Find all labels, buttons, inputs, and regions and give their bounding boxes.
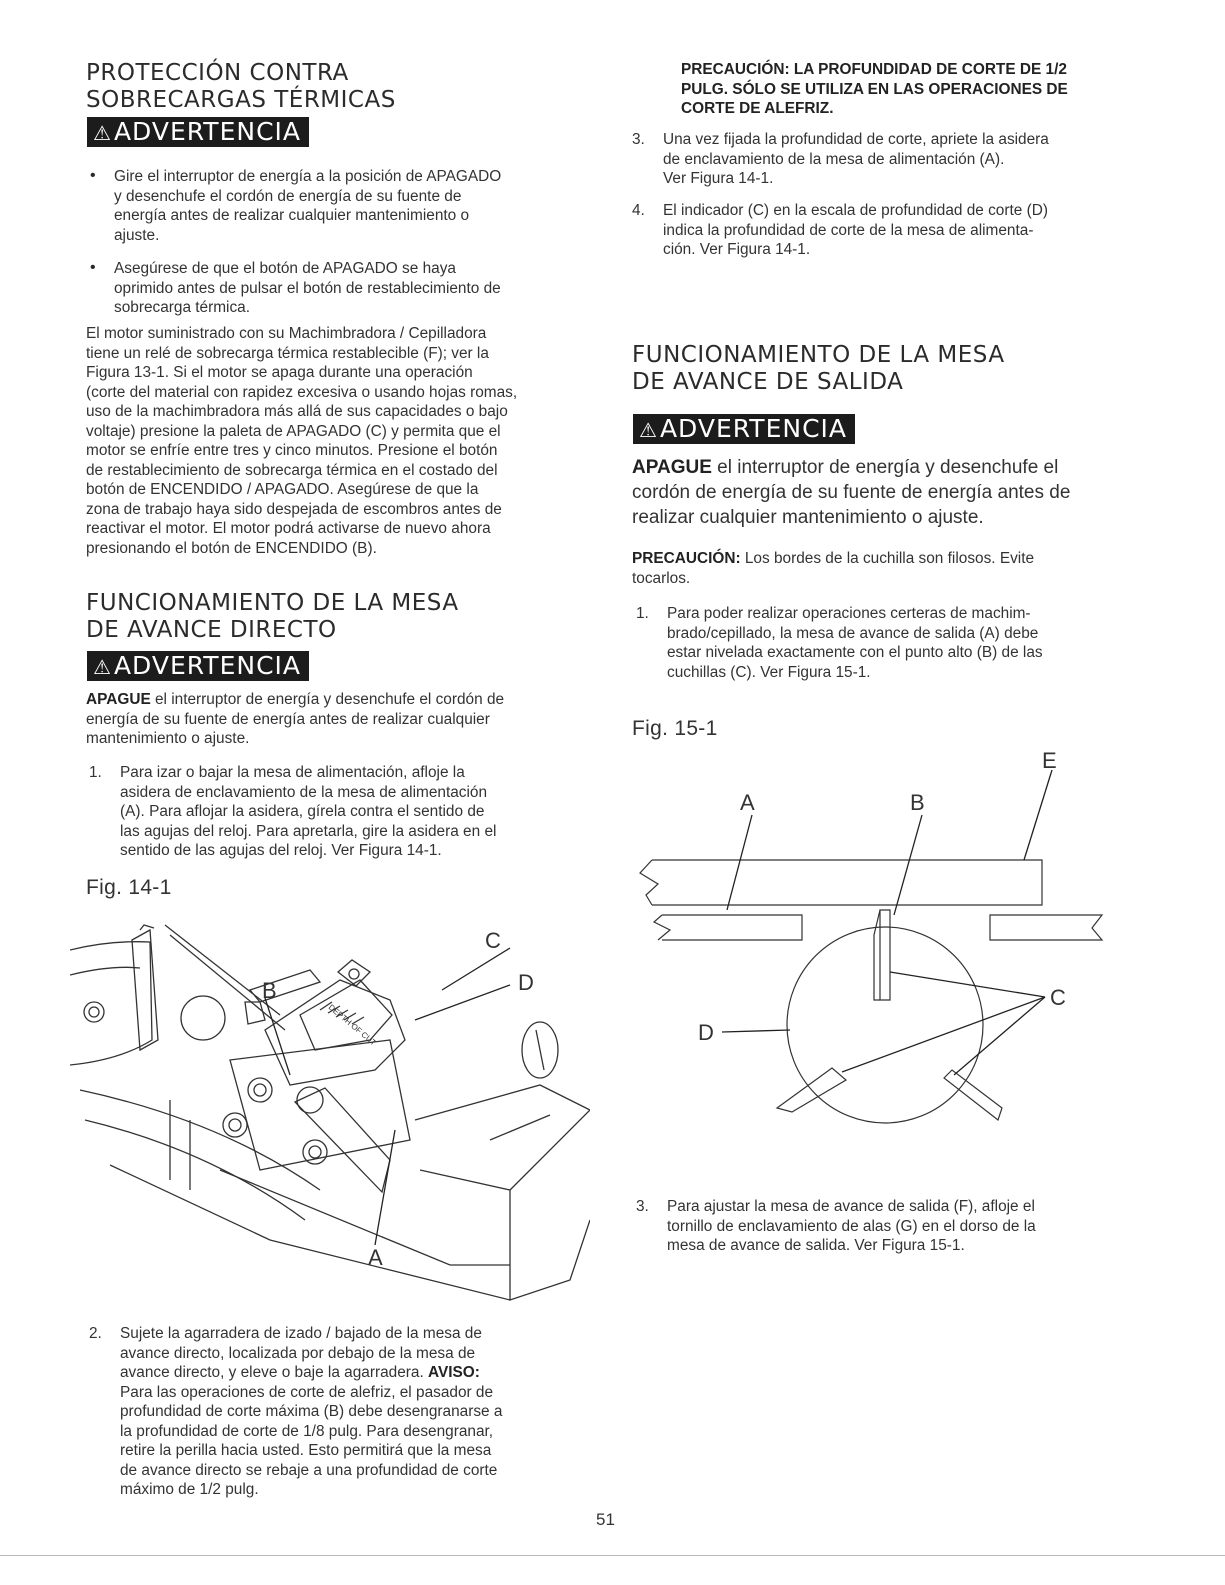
plate-hole xyxy=(223,1113,247,1137)
figure-label-e: E xyxy=(1042,750,1057,773)
warning-banner xyxy=(87,117,309,147)
thermal-body-paragraph xyxy=(86,324,568,558)
item-number: 2. xyxy=(89,1325,102,1342)
base xyxy=(110,1100,510,1300)
section-title-line: FUNCIONAMIENTO DE LA MESA xyxy=(86,590,459,616)
figure-14-1 xyxy=(70,920,590,1305)
section-title-line: DE AVANCE DE SALIDA xyxy=(632,369,904,395)
warning-banner xyxy=(633,414,855,444)
bullet-line: Gire el interruptor de energía a la posición de APAGADO xyxy=(114,168,502,185)
numbered-item xyxy=(636,1197,1151,1256)
blade-caution xyxy=(632,549,1120,588)
item-line: Ver Figura 14-1. xyxy=(663,170,774,187)
item-number: 1. xyxy=(636,605,649,622)
fence-post xyxy=(132,930,158,1050)
leader-line-b xyxy=(265,998,290,1075)
outfeed-table xyxy=(990,915,1102,940)
figure-label-a: A xyxy=(740,790,755,815)
item-number: 3. xyxy=(632,131,645,148)
item-line: indica la profundidad de corte de la mesa de alimenta- xyxy=(663,221,1034,239)
caution-line: CORTE DE ALEFRIZ. xyxy=(681,100,834,117)
numbered-item xyxy=(89,1324,599,1500)
body-line: El motor suministrado con su Machimbradora / Cepilladora xyxy=(86,325,487,342)
knife-top xyxy=(874,910,880,1000)
figure-label-c: C xyxy=(1050,985,1066,1010)
caution-line: tocarlos. xyxy=(632,569,691,587)
item-line: tornillo de enclavamiento de alas (G) en el dorso de la xyxy=(667,1217,1036,1235)
infeed-table xyxy=(662,915,802,940)
leader-line-a xyxy=(727,815,752,910)
caution-line: PULG. SÓLO SE UTILIZA EN LAS OPERACIONES DE xyxy=(681,80,1068,98)
figure-label: Fig. 14-1 xyxy=(86,876,172,899)
knife-bottom-right xyxy=(944,1070,1002,1120)
dial-text: DEPTH OF CUT xyxy=(326,1002,378,1048)
item-line: las agujas del reloj. Para apretarla, gire la asidera en el xyxy=(120,822,497,840)
warning-bold: APAGUE xyxy=(86,691,151,708)
plate-hole xyxy=(248,1078,272,1102)
warning-label: ADVERTENCIA xyxy=(113,651,301,680)
caution-bold: PRECAUCIÓN: xyxy=(632,550,741,567)
warning-line: mantenimiento o ajuste. xyxy=(86,730,250,747)
plate-hole xyxy=(254,1084,266,1096)
leader-line-c xyxy=(890,972,1045,997)
section-outfeed-table xyxy=(632,342,1005,396)
item-line: Para poder realizar operaciones certeras de machim- xyxy=(667,605,1031,622)
figure-label-d: D xyxy=(518,970,534,995)
item-line: retire la perilla hacia usted. Esto permitirá que la mesa xyxy=(120,1442,492,1459)
item-line: cuchillas (C). Ver Figura 15-1. xyxy=(667,663,871,681)
base xyxy=(415,1085,590,1190)
body-line: presionando el botón de ENCENDIDO (B). xyxy=(86,539,377,557)
warning-triangle-icon: ⚠ xyxy=(639,418,658,442)
body-line: Figura 13-1. Si el motor se apaga durante una operación xyxy=(86,364,473,381)
bullet-dot-icon: • xyxy=(90,259,96,276)
item-number: 4. xyxy=(632,202,645,219)
leader-line-c xyxy=(842,997,1045,1072)
numbered-item xyxy=(89,763,599,861)
section-title-line: PROTECCIÓN CONTRA xyxy=(86,60,349,86)
infeed-break xyxy=(654,915,670,940)
item-line: estar nivelada exactamente con el punto alto (B) de las xyxy=(667,644,1043,661)
adjust-plate xyxy=(230,1040,410,1170)
base xyxy=(490,1115,550,1140)
body-line: reactivar el motor. El motor podrá activarse de nuevo ahora xyxy=(86,520,491,537)
item-line xyxy=(120,1363,599,1383)
notice-bold: AVISO: xyxy=(428,1364,480,1381)
item-line: ción. Ver Figura 14-1. xyxy=(663,241,811,258)
warning-label: ADVERTENCIA xyxy=(113,117,301,146)
pointer-screw xyxy=(349,969,359,979)
item-line: Para izar o bajar la mesa de alimentación, afloje la xyxy=(120,764,465,781)
table-edge xyxy=(80,1090,320,1190)
workpiece xyxy=(652,860,1042,905)
plate-hole xyxy=(229,1119,241,1131)
warning-triangle-icon: ⚠ xyxy=(93,655,112,679)
bullet-line: Asegúrese de que el botón de APAGADO se haya xyxy=(114,260,456,277)
item-line: asidera de enclavamiento de la mesa de alimentación xyxy=(120,783,488,801)
pointer-block xyxy=(338,960,370,986)
bullet-item xyxy=(86,167,568,245)
leader-line-c xyxy=(442,948,510,990)
body-line: motor se enfríe entre tres y cinco minutos. Presione el botón xyxy=(86,442,498,459)
warning-bold: APAGUE xyxy=(632,457,712,478)
warning-line: realizar cualquier mantenimiento o ajuste. xyxy=(632,507,984,528)
bullet-line: ajuste. xyxy=(114,226,160,244)
screw xyxy=(84,1002,104,1022)
item-line: sentido de las agujas del reloj. Ver Figura 14-1. xyxy=(120,842,442,859)
warning-label: ADVERTENCIA xyxy=(659,414,847,443)
warning-line xyxy=(86,690,568,710)
item-line: máximo de 1/2 pulg. xyxy=(120,1481,259,1498)
leader-line-c xyxy=(954,997,1045,1075)
body-line: de restablecimiento de sobrecarga térmica en el costado del xyxy=(86,461,498,479)
item-number: 1. xyxy=(89,764,102,781)
item-line: El indicador (C) en la escala de profundidad de corte (D) xyxy=(663,202,1048,219)
plate-hole xyxy=(303,1140,327,1164)
bullet-line: oprimido antes de pulsar el botón de restablecimiento de xyxy=(114,279,501,297)
lock-handle xyxy=(295,1088,390,1192)
bullet-line: energía antes de realizar cualquier mantenimiento o xyxy=(114,207,470,224)
bullet-dot-icon: • xyxy=(90,167,96,184)
item-text: avance directo, y eleve o baje la agarradera. xyxy=(120,1364,429,1381)
item-line: Para ajustar la mesa de avance de salida (F), afloje el xyxy=(667,1198,1035,1215)
knife-top xyxy=(880,910,890,1000)
item-line: brado/cepillado, la mesa de avance de salida (A) debe xyxy=(667,624,1039,642)
caution-text: Los bordes de la cuchilla son filosos. Evite xyxy=(740,550,1035,567)
page-bottom-divider xyxy=(0,1555,1225,1556)
item-line: la profundidad de corte de 1/8 pulg. Para desengranar, xyxy=(120,1422,494,1440)
fence-post xyxy=(140,925,154,930)
figure-label-b: B xyxy=(262,978,277,1003)
handle-knob xyxy=(297,1087,323,1113)
plate-hole xyxy=(309,1146,321,1158)
base xyxy=(220,1170,510,1265)
figure-label-a: A xyxy=(368,1245,383,1270)
warning-banner xyxy=(87,651,309,681)
screw xyxy=(89,1007,99,1017)
bullet-list xyxy=(86,167,568,318)
warning-text: el interruptor de energía y desenchufe el xyxy=(711,457,1059,478)
body-line: (corte del material con rapidez excesiva o usando hojas romas, xyxy=(86,383,518,401)
item-line: profundidad de corte máxima (B) debe desengranarse a xyxy=(120,1403,503,1420)
bracket xyxy=(250,970,320,1002)
caution-line: PRECAUCIÓN: LA PROFUNDIDAD DE CORTE DE 1/2 xyxy=(681,61,1067,78)
reset-button xyxy=(181,996,225,1040)
figure-label: Fig. 15-1 xyxy=(632,717,718,740)
figure-label-c: C xyxy=(485,928,501,953)
outfeed-warning-text xyxy=(632,455,1120,530)
item-line: Para las operaciones de corte de alefriz, el pasador de xyxy=(120,1383,494,1401)
bullet-line: sobrecarga térmica. xyxy=(114,299,251,316)
item-line: Sujete la agarradera de izado / bajado de la mesa de xyxy=(120,1325,482,1342)
body-line: zona de trabajo haya sido despejada de escombros antes de xyxy=(86,500,502,518)
figure-label-d: D xyxy=(698,1020,714,1045)
bullet-line: y desenchufe el cordón de energía de su fuente de xyxy=(114,187,462,205)
section-title-line: DE AVANCE DIRECTO xyxy=(86,617,337,643)
body-line: botón de ENCENDIDO / APAGADO. Asegúrese de que la xyxy=(86,481,479,498)
body-line: tiene un relé de sobrecarga térmica restablecible (F); ver la xyxy=(86,344,489,362)
item-number: 3. xyxy=(636,1198,649,1215)
numbered-item xyxy=(632,201,1151,260)
workpiece-break xyxy=(640,860,658,905)
motor-housing xyxy=(70,967,140,975)
bullet-item xyxy=(86,259,568,318)
item-line: de enclavamiento de la mesa de alimentación (A). xyxy=(663,150,1005,168)
item-line: de avance directo se rebaje a una profundidad de corte xyxy=(120,1461,498,1479)
warning-triangle-icon: ⚠ xyxy=(93,121,112,145)
section-title-line: FUNCIONAMIENTO DE LA MESA xyxy=(632,342,1005,368)
cutterhead xyxy=(787,927,983,1123)
depth-gauge-body xyxy=(265,980,405,1085)
warning-line xyxy=(632,455,1120,480)
item-line: (A). Para aflojar la asidera, gírela contra el sentido de xyxy=(120,803,485,820)
section-infeed-table xyxy=(86,590,459,644)
section-title-line: SOBRECARGAS TÉRMICAS xyxy=(86,87,396,113)
numbered-item xyxy=(632,130,1151,189)
warning-line: energía de su fuente de energía antes de realizar cualquier xyxy=(86,710,490,728)
caution-line xyxy=(632,549,1120,569)
item-line: mesa de avance de salida. Ver Figura 15-1. xyxy=(667,1237,965,1254)
section-thermal-overload xyxy=(86,60,396,114)
page-number: 51 xyxy=(596,1510,615,1529)
leader-line-e xyxy=(1024,770,1052,860)
numbered-item xyxy=(636,604,1151,682)
figure-label-b: B xyxy=(910,790,925,815)
base xyxy=(510,1190,590,1300)
infeed-warning-text xyxy=(86,690,568,749)
figure-15-1 xyxy=(632,750,1120,1140)
item-line: Una vez fijada la profundidad de corte, apriete la asidera xyxy=(663,131,1049,148)
round-cover xyxy=(536,1030,544,1070)
leader-line-d xyxy=(415,985,510,1020)
body-line: uso de la machimbradora más allá de sus capacidades o bajo xyxy=(86,403,508,420)
warning-text: el interruptor de energía y desenchufe el cordón de xyxy=(150,691,505,708)
caution-heading xyxy=(681,60,1131,119)
leader-line-d xyxy=(722,1030,790,1032)
warning-line: cordón de energía de su fuente de energía antes de xyxy=(632,482,1071,503)
item-line: avance directo, localizada por debajo de la mesa de xyxy=(120,1344,476,1362)
leader-line-b xyxy=(894,815,922,915)
body-line: voltaje) presione la paleta de APAGADO (C) y permita que el xyxy=(86,422,501,440)
